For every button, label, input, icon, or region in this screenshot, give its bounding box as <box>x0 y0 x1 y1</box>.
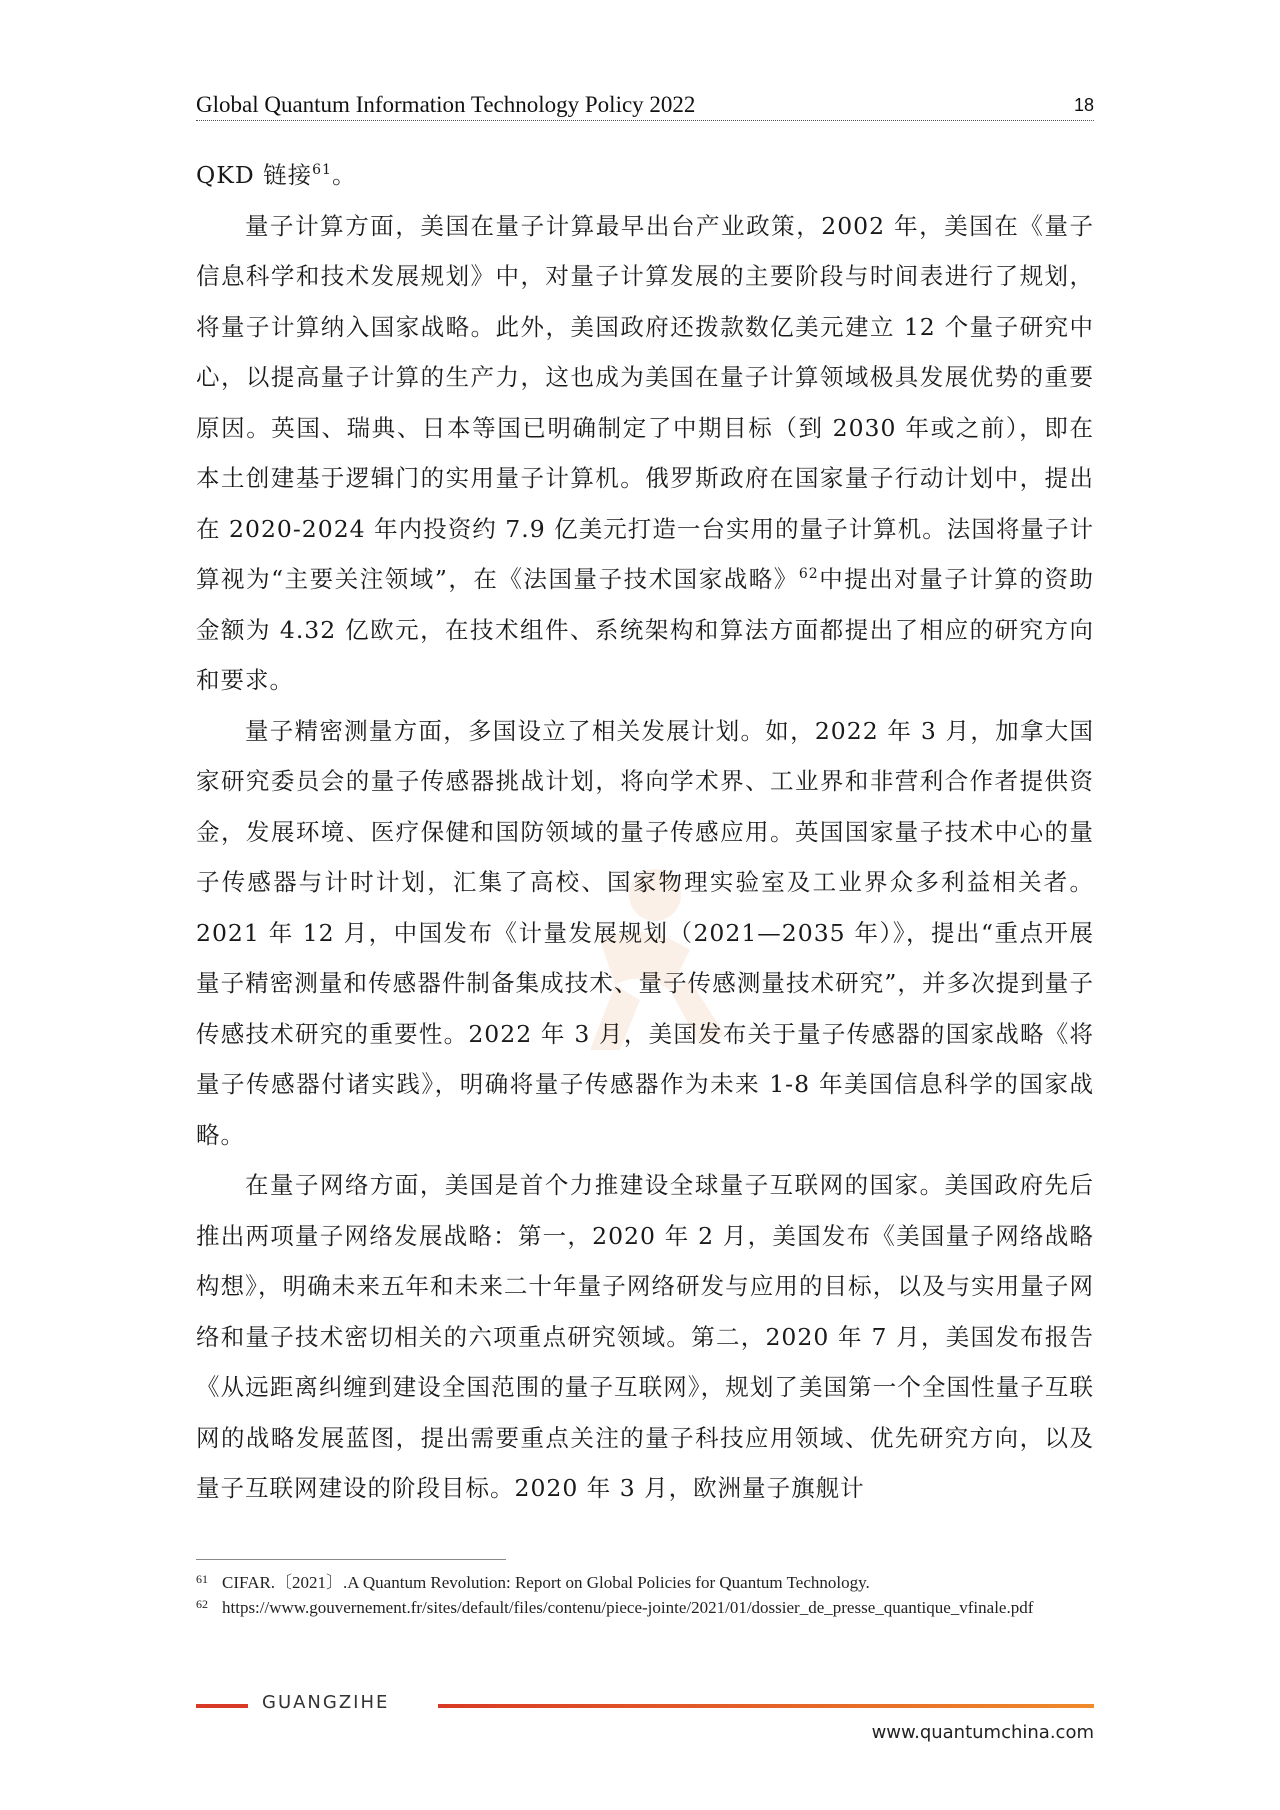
paragraph-continuation: QKD 链接$^{61}$。 <box>196 161 357 189</box>
footnote-number: 62 <box>196 1597 208 1611</box>
footer-brand: GUANGZIHE <box>262 1692 390 1713</box>
footnote-divider <box>196 1559 506 1560</box>
footnote-number: 61 <box>196 1572 208 1586</box>
page-number: 18 <box>1073 95 1094 115</box>
footnotes <box>196 1572 1094 1622</box>
footer-accent-bar-left <box>196 1704 248 1708</box>
footnote-ref-61[interactable]: 61 <box>312 162 332 179</box>
header-title: Global Quantum Information Technology Policy 2022 <box>196 92 696 117</box>
footnote-62 <box>196 1597 1094 1619</box>
footnote-text: CIFAR.〔2021〕.A Quantum Revolution: Report on Global Policies for Quantum Technology. <box>222 1573 870 1592</box>
footer-website-link[interactable]: www.quantumchina.com <box>871 1722 1094 1743</box>
footnote-link[interactable]: https://www.gouvernement.fr/sites/default/files/contenu/piece-jointe/2021/01/dossier_de_presse_quantique_vfinale.pdf <box>222 1598 1034 1617</box>
page-header <box>196 86 1094 121</box>
paragraph-quantum-network: 在量子网络方面，美国是首个力推建设全球量子互联网的国家。美国政府先后推出两项量子网络发展战略：第一，2020 年 2 月，美国发布《美国量子网络战略构想》，明确未来五年和未来二十年量子网络研发与应用的目标，以及与实用量子网络和量子技术密切相关的六项重点研究领域。第二，2020 年 7 月，美国发布报告《从远距离纠缠到建设全国范围的量子互联网》，规划了美国第一个全国性量子互联网的战略发展蓝图，提出需要重点关注的量子科技应用领域、优先研究方向，以及量子互联网建设的阶段目标。2020 年 3 月，欧洲量子旗舰计 <box>196 1171 1094 1502</box>
footer-accent-bar-right <box>438 1704 1094 1708</box>
footnote-ref-62[interactable]: 62 <box>798 566 819 583</box>
paragraph-quantum-metrology: 量子精密测量方面，多国设立了相关发展计划。如，2022 年 3 月，加拿大国家研究委员会的量子传感器挑战计划，将向学术界、工业界和非营利合作者提供资金，发展环境、医疗保健和国防领域的量子传感应用。英国国家量子技术中心的量子传感器与计时计划，汇集了高校、国家物理实验室及工业界众多利益相关者。2021 年 12 月，中国发布《计量发展规划（2021—2035 年）》，提出“重点开展量子精密测量和传感器件制备集成技术、量子传感测量技术研究”，并多次提到量子传感技术研究的重要性。2022 年 3 月，美国发布关于量子传感器的国家战略《将量子传感器付诸实践》，明确将量子传感器作为未来 1-8 年美国信息科学的国家战略。 <box>196 716 1094 1149</box>
footnote-61 <box>196 1572 1094 1594</box>
paragraph-quantum-computing: 量子计算方面，美国在量子计算最早出台产业政策，2002 年，美国在《量子信息科学和技术发展规划》中，对量子计算发展的主要阶段与时间表进行了规划，将量子计算纳入国家战略。此外，美国政府还拨款数亿美元建立 12 个量子研究中心，以提高量子计算的生产力，这也成为美国在量子计算领域极具发展优势的重要原因。英国、瑞典、日本等国已明确制定了中期目标（到 2030 年或之前），即在本土创建基于逻辑门的实用量子计算机。俄罗斯政府在国家量子行动计划中，提出在 2020-2024 年内投资约 7.9 亿美元打造一台实用的量子计算机。法国将量子计算视为“主要关注领域”，在《法国量子技术国家战略》$^{62}$中提出对量子计算的资助金额为 4.32 亿欧元，在技术组件、系统架构和算法方面都提出了相应的研究方向和要求。 <box>196 211 1095 694</box>
body-text <box>196 150 1094 1514</box>
